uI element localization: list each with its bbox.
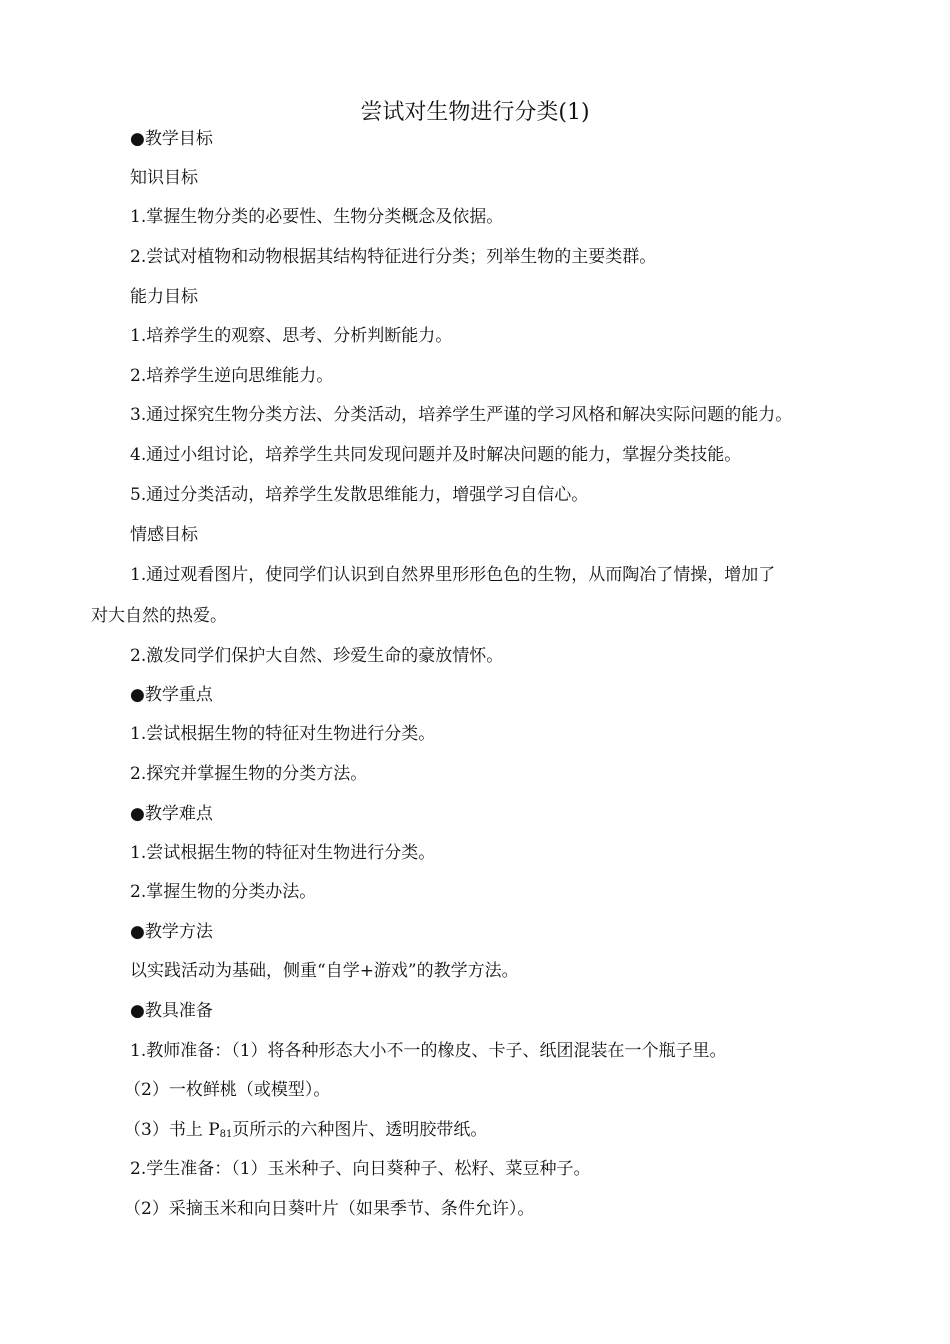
ability-item-1: 1.培养学生的观察、思考、分析判断能力。 (130, 326, 453, 346)
page-number-subscript: 81 (219, 1129, 233, 1140)
key-point-item-2: 2.探究并掌握生物的分类方法。 (130, 764, 368, 784)
key-point-item-1: 1.尝试根据生物的特征对生物进行分类。 (130, 724, 436, 744)
emotion-item-1-line-1: 1.通过观看图片，使同学们认识到自然界里形形色色的生物，从而陶冶了情操，增加了 (130, 565, 776, 585)
difficulty-item-2: 2.掌握生物的分类办法。 (130, 882, 317, 902)
section-heading-tools: ●教具准备 (130, 1001, 213, 1021)
tools-item-teacher-2: （2）一枚鲜桃（或模型）。 (124, 1080, 331, 1100)
tools-item-teacher: 1.教师准备：（1）将各种形态大小不一的橡皮、卡子、纸团混装在一个瓶子里。 (130, 1041, 727, 1061)
section-heading-objectives: ●教学目标 (130, 129, 213, 149)
emotion-item-1-line-2: 对大自然的热爱。 (91, 606, 227, 626)
subheading-knowledge: 知识目标 (130, 168, 198, 188)
ability-item-3: 3.通过探究生物分类方法、分类活动，培养学生严谨的学习风格和解决实际问题的能力。 (130, 405, 793, 425)
section-heading-difficulties: ●教学难点 (130, 804, 213, 824)
emotion-item-2: 2.激发同学们保护大自然、珍爱生命的豪放情怀。 (130, 646, 504, 666)
ability-item-4: 4.通过小组讨论，培养学生共同发现问题并及时解决问题的能力，掌握分类技能。 (130, 445, 742, 465)
section-heading-key-points: ●教学重点 (130, 685, 213, 705)
difficulty-item-1: 1.尝试根据生物的特征对生物进行分类。 (130, 843, 436, 863)
knowledge-item-1: 1.掌握生物分类的必要性、生物分类概念及依据。 (130, 207, 504, 227)
knowledge-item-2: 2.尝试对植物和动物根据其结构特征进行分类；列举生物的主要类群。 (130, 247, 657, 267)
tools-item-teacher-3-suffix: 页所示的六种图片、透明胶带纸。 (232, 1120, 488, 1140)
ability-item-5: 5.通过分类活动，培养学生发散思维能力，增强学习自信心。 (130, 485, 589, 505)
tools-item-student: 2.学生准备：（1）玉米种子、向日葵种子、松籽、菜豆种子。 (130, 1159, 591, 1179)
section-heading-methods: ●教学方法 (130, 922, 213, 942)
tools-item-teacher-3 (124, 1118, 864, 1147)
subheading-ability: 能力目标 (130, 287, 198, 307)
method-item-1: 以实践活动为基础，侧重“自学+游戏”的教学方法。 (130, 961, 519, 981)
tools-item-teacher-3-prefix: （3）书上 P (124, 1120, 220, 1140)
document-title: 尝试对生物进行分类(1) (360, 100, 590, 125)
tools-item-student-2: （2）采摘玉米和向日葵叶片（如果季节、条件允许）。 (124, 1199, 535, 1219)
ability-item-2: 2.培养学生逆向思维能力。 (130, 366, 334, 386)
subheading-emotion: 情感目标 (130, 525, 198, 545)
